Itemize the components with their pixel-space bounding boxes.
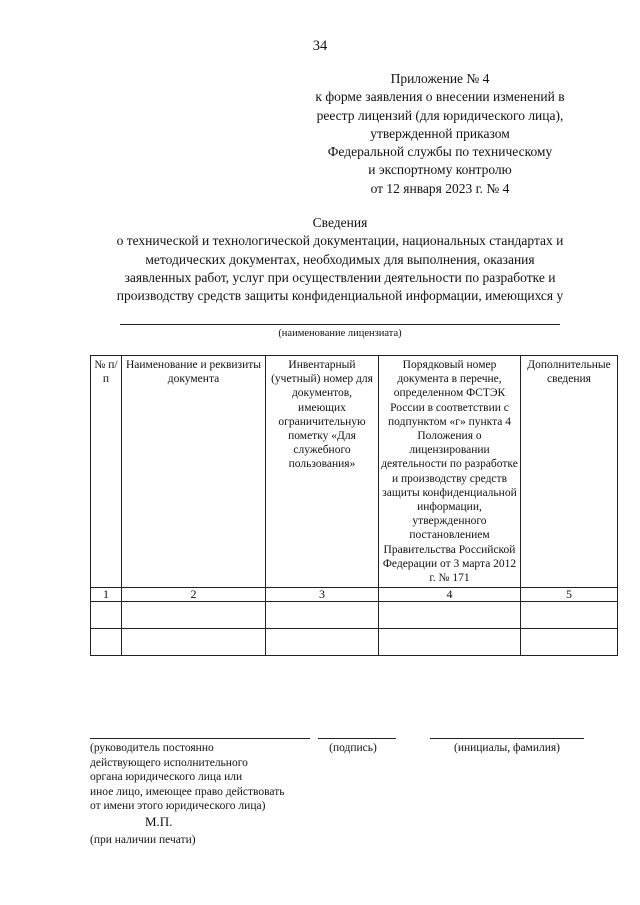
head-caption-line: иное лицо, имеющее право действовать	[90, 785, 285, 798]
table-cell	[521, 602, 618, 629]
heading-title: Сведения	[312, 215, 368, 230]
stamp-note: (при наличии печати)	[90, 834, 196, 846]
column-number: 1	[91, 588, 122, 602]
column-number: 3	[266, 588, 379, 602]
heading-line: производству средств защиты конфиденциальной информации, имеющихся у	[116, 288, 564, 304]
document-heading	[60, 214, 620, 305]
stamp-mark: М.П.	[145, 814, 173, 829]
initials-caption: (инициалы, фамилия)	[453, 742, 561, 754]
table-cell	[266, 629, 379, 656]
head-caption-line: от имени этого юридического лица)	[90, 800, 266, 812]
header-cell-list-number: Порядковый номер документа в перечне, определенном ФСТЭК России в соответствии с подпунктом «г» пункта 4 Положения о лицензировании деятельности по разработке и производству средств защиты конфиденциальной информации, утвержденного постановлением Правительства Российской Федерации от 3 марта 2012 г. № 171	[379, 356, 521, 588]
initials-line	[430, 738, 584, 739]
head-caption-line: органа юридического лица или	[90, 771, 243, 783]
appendix-line: утвержденной приказом	[370, 125, 510, 141]
table-row	[91, 602, 618, 629]
heading-line: методических документах, необходимых для выполнения, оказания	[145, 251, 535, 267]
appendix-line: Приложение № 4	[390, 71, 490, 86]
signature-caption: (подпись)	[329, 742, 377, 754]
table-cell	[122, 629, 266, 656]
column-number: 4	[379, 588, 521, 602]
page-number: 34	[312, 38, 328, 54]
appendix-line: и экспортному контролю	[368, 162, 512, 178]
appendix-block	[290, 70, 590, 198]
head-caption-line: действующего исполнительного	[90, 756, 248, 769]
column-number-row	[91, 588, 618, 602]
head-caption-line: (руководитель постоянно	[90, 742, 214, 754]
header-cell-number: № п/п	[91, 356, 122, 588]
table-cell	[521, 629, 618, 656]
table-cell	[379, 629, 521, 656]
licensee-name-line	[120, 324, 560, 325]
header-cell-name: Наименование и реквизиты документа	[122, 356, 266, 588]
column-number: 5	[521, 588, 618, 602]
table-cell	[91, 629, 122, 656]
column-number: 2	[122, 588, 266, 602]
table-cell	[122, 602, 266, 629]
table-cell	[379, 602, 521, 629]
documents-table	[90, 355, 618, 656]
header-cell-inventory: Инвентарный (учетный) номер для документов, имеющих ограничительную пометку «Для служебного пользования»	[266, 356, 379, 588]
table-row	[91, 629, 618, 656]
signature-line	[318, 738, 396, 739]
appendix-line: к форме заявления о внесении изменений в	[315, 89, 565, 105]
head-signature-line	[90, 738, 310, 739]
appendix-line: от 12 января 2023 г. № 4	[370, 180, 510, 196]
heading-line: о технической и технологической документации, национальных стандартах и	[116, 233, 564, 249]
table-cell	[91, 602, 122, 629]
table-cell	[266, 602, 379, 629]
table-header-row	[91, 356, 618, 588]
header-cell-additional: Дополнительные сведения	[521, 356, 618, 588]
heading-line: заявленных работ, услуг при осуществлении деятельности по разработке и	[124, 269, 556, 285]
appendix-line: Федеральной службы по техническому	[327, 144, 553, 160]
appendix-line: реестр лицензий (для юридического лица),	[316, 107, 564, 123]
licensee-caption: (наименование лицензиата)	[278, 328, 402, 339]
head-caption	[90, 741, 330, 814]
